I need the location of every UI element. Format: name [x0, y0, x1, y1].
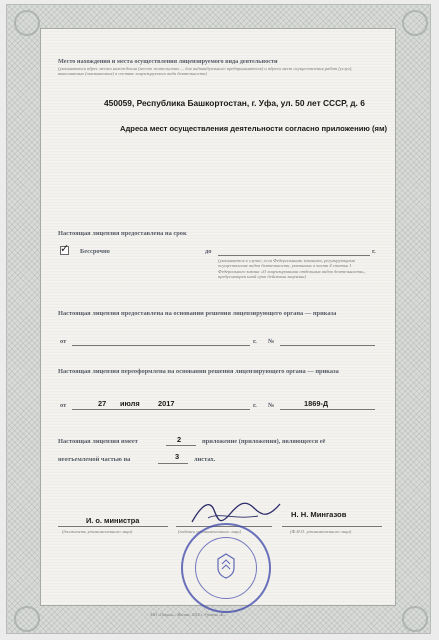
appendix-sheets: 3: [175, 452, 180, 461]
term-checkbox: [60, 242, 70, 255]
appendix-line2-prefix: неотъемлемой частью на: [58, 456, 131, 463]
position-line: [58, 526, 168, 527]
basis2-number: 1869-Д: [304, 399, 329, 408]
check-mark-icon: ✓: [60, 242, 70, 255]
basis2-from-label: от: [60, 402, 67, 409]
term-option: Бессрочно: [80, 248, 110, 255]
basis2-no-label: №: [268, 402, 275, 409]
term-until-label: до: [205, 248, 212, 255]
official-seal-icon: [181, 523, 271, 613]
basis1-from-label: от: [60, 338, 67, 345]
basis2-month: июля: [120, 399, 140, 408]
basis1-year-label: г.: [253, 338, 257, 345]
basis1-date-line: [72, 345, 250, 346]
term-label: Настоящая лицензия предоставлена на срок: [58, 230, 187, 237]
appendix-line2-suffix: листах.: [194, 456, 216, 463]
places-note: Адреса мест осуществления деятельности согласно приложению (ям): [120, 124, 388, 133]
basis1-number-line: [280, 345, 375, 346]
corner-ornament-icon: [402, 10, 428, 36]
basis2-number-line: [280, 409, 375, 410]
location-heading: Место нахождения и места осуществления лицензируемого вида деятельности: [58, 58, 278, 65]
basis2-label: Настоящая лицензия переоформлена на основании решения лицензирующего органа — приказа: [58, 368, 339, 375]
name-caption: (Ф.И.О. уполномоченного лица): [290, 529, 352, 534]
appendix-count-line: [166, 445, 196, 446]
basis2-year: 2017: [158, 399, 175, 408]
appendix-line1-suffix: приложение (приложения), являющееся её: [202, 438, 326, 445]
basis2-day: 27: [98, 399, 107, 408]
appendix-sheets-line: [158, 463, 188, 464]
appendix-count: 2: [177, 435, 182, 444]
corner-ornament-icon: [402, 606, 428, 632]
corner-ornament-icon: [14, 10, 40, 36]
signer-position: И. о. министра: [86, 516, 140, 525]
corner-ornament-icon: [14, 606, 40, 632]
address-value: 450059, Республика Башкортостан, г. Уфа, ул. 50 лет СССР, д. 6: [104, 98, 365, 108]
footer-print: ЗАО «Опцион», Москва, 2016 г. Уровень «Б»: [150, 612, 226, 617]
basis1-no-label: №: [268, 338, 275, 345]
basis2-date-line: [72, 409, 250, 410]
name-line: [282, 526, 382, 527]
term-until-line: [218, 255, 370, 256]
emblem-icon: [215, 552, 237, 580]
signature-caption: (подпись уполномоченного лица): [178, 529, 242, 534]
term-side-note: (указывается в случае, если Федеральными законами, регулирующими осуществление видов деятельности, указанных в части 4 статьи 1 Федерального закона «О лицензировании отдельных видов деятельности», предусмотрен иной срок действия лицензии): [218, 258, 366, 280]
location-subnote: (указываются адрес места нахождения (место жительства — для индивидуального предпринимателя) и адреса мест осуществления работ (услуг), выполняемых (оказываемых) в составе лицензируемого вида деятельности): [58, 66, 353, 77]
term-year-suffix: г.: [372, 248, 376, 255]
position-caption: (должность уполномоченного лица): [62, 529, 133, 534]
appendix-line1-prefix: Настоящая лицензия имеет: [58, 438, 138, 445]
signer-name: Н. Н. Мингазов: [291, 510, 347, 519]
basis2-year-label: г.: [253, 402, 257, 409]
basis1-label: Настоящая лицензия предоставлена на основании решения лицензирующего органа — приказа: [58, 310, 337, 317]
